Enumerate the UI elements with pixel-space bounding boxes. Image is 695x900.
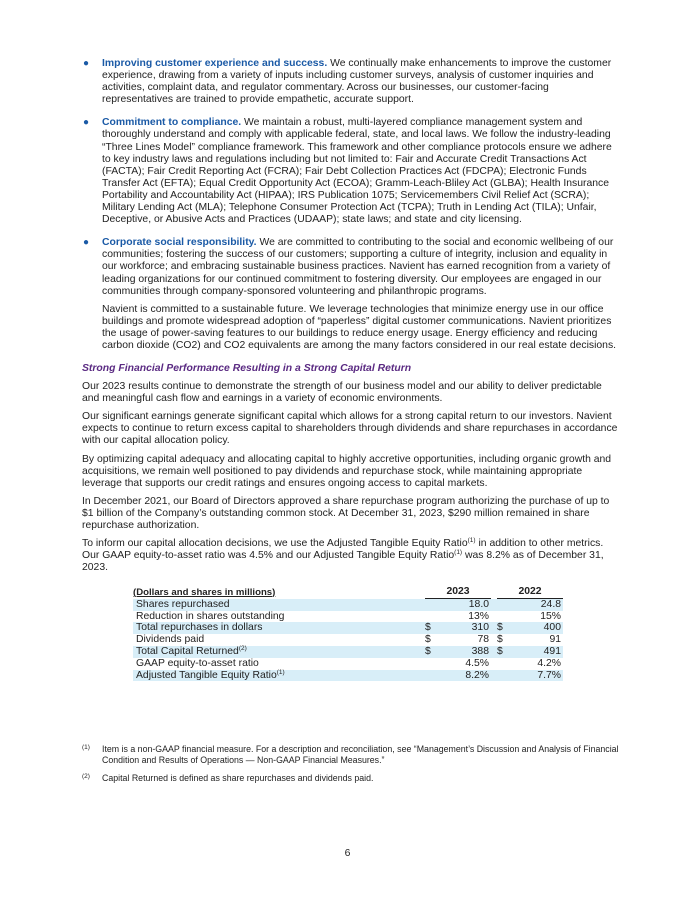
ratio-paragraph: To inform our capital allocation decisions, we use the Adjusted Tangible Equity Ratio$^{(1)}$ in addition to other metrics. Our GAAP equity-to-asset ratio was 4.5% and our Adjusted Tangible Equity Ratio$^{(1)}$ was 8.2% as of December 31, 2023. [82,537,604,574]
column-header-2023: 2023 [425,586,491,599]
value-2022: 4.2% [537,657,561,669]
value-2023: 4.5% [465,657,489,669]
value-2023: 13% [468,610,489,622]
currency-2023 [425,599,441,611]
table-row [133,658,563,670]
value-2022: 7.7% [513,670,563,682]
row-label: Dividends paid [136,634,205,646]
value-2023: 310 [441,622,491,634]
capital-return-table [133,586,563,681]
value-2023: 78 [477,634,489,646]
table-row [133,622,563,634]
footnote-ref: (1) [467,537,476,545]
footnote-2 [82,773,622,784]
bullet-text: We continually make enhancements to improve the customer experience, drawing from a variety of inputs including customer surveys, analysis of customer inquiries and activities, complaint data, and regulator commentary. Across our businesses, our customer-facing representatives are trained to provide empathetic, accurate support. [102,58,612,106]
bullet-heading: Commitment to compliance. [102,117,242,129]
row-label: Adjusted Tangible Equity Ratio$^{(1)}$ [133,670,425,682]
value-2022: 91 [549,634,561,646]
footnote-ref: (1) [454,549,463,557]
row-label: Total Capital Returned$^{(2)}$ [133,646,425,658]
currency-2022 [497,611,513,623]
footnote-ref: (2) [238,644,247,652]
currency-2023 [425,670,441,682]
currency-2023 [425,611,441,623]
section-title: Strong Financial Performance Resulting in a Strong Capital Return [82,363,412,374]
row-label: GAAP equity-to-asset ratio [136,657,259,669]
bullet-heading: Corporate social responsibility. [102,237,257,249]
column-header-2022: 2022 [497,586,563,599]
bullet-heading: Improving customer experience and success. [102,58,328,69]
paragraph: Our 2023 results continue to demonstrate the strength of our business model and our ability to deliver predictable and meaningful cash flow and earnings in a variety of economic environments. [82,381,602,405]
value-2023: 388 [441,646,491,658]
bullet-icon: ● [83,117,90,129]
currency-2023: $ [425,622,441,634]
currency-2022 [497,599,513,611]
value-2022: 24.8 [513,599,563,611]
currency-2023 [425,658,441,670]
table-row [133,634,563,646]
bullet-extra-paragraph: Navient is committed to a sustainable future. We leverage technologies that minimize energy use in our office buildings and promote widespread adoption of “paperless” digital customer communications. Navient prioritizes the usage of power-saving features to our buildings to reduce energy usage. Energy efficiency and reducing carbon dioxide (CO2) and CO2 equivalents are among the many factors considered in our real estate decisions. [102,303,617,351]
footnote-text: Capital Returned is defined as share repurchases and dividends paid. [102,773,374,783]
footnote-text: Item is a non-GAAP financial measure. For a description and reconciliation, see “Management’s Discussion and Analysis of Financial Condition and Results of Operations — Non-GAAP Financial Measures.” [102,744,619,765]
currency-2022 [497,670,513,682]
list-item-csr [82,237,622,352]
row-label: Reduction in shares outstanding [136,610,285,622]
value-2022: 400 [513,622,563,634]
table-row [133,611,563,623]
footnote-ref: (1) [276,668,285,676]
bullet-text: We maintain a robust, multi-layered compliance management system and thoroughly understand and comply with applicable federal, state, and local laws. We follow the industry-leading “Three Lines Model” compliance framework. This framework and other compliance protocols ensure we adhere to key industry laws and regulations including but not limited to: Fair and Accurate Credit Transactions Act (FACTA); Fair Credit Reporting Act (FCRA); Fair Debt Collection Practices Act (FDCPA); Electronic Funds Transfer Act (EFTA); Equal Credit Opportunity Act (ECOA); Gramm-Leach-Bliley Act (GLBA); Health Insurance Portability and Accountability Act (HIPAA); IRS Publication 1075; Servicemembers Civil Relief Act (SCRA); Military Lending Act (MLA); Telephone Consumer Protection Act (TCPA); Truth in Lending Act (TILA); Unfair, Deceptive, or Abusive Acts and Practices (UDAAP); state laws; and state and city licensing. [102,117,612,226]
footnotes [82,744,622,791]
table-header-row [133,586,563,599]
currency-2023: $ [425,634,431,646]
page-number: 6 [344,848,351,859]
paragraph: In December 2021, our Board of Directors approved a share repurchase program authorizing the purchase of up to $1 billion of the Company’s outstanding common stock. At December 31, 2023, $290 million remained in share repurchase authorization. [82,495,610,532]
table-row [133,646,563,658]
paragraph: By optimizing capital adequacy and allocating capital to highly accretive opportunities, including organic growth and acquisitions, we remain well positioned to pay dividends and repurchase stock, while maintaining appropriate leverage that supports our credit ratings and ensures ongoing access to capital markets. [82,453,612,489]
table-header-label: (Dollars and shares in millions) [133,586,276,598]
currency-2023: $ [425,646,441,658]
value-2022: 15% [540,610,561,622]
paragraph: Our significant earnings generate significant capital which allows for a strong capital return to our investors. Navient expects to continue to return excess capital to shareholders through dividends and share repurchases in accordance with our capital allocation policy. [82,411,618,447]
bullet-icon: ● [83,237,90,249]
currency-2022 [497,658,513,670]
capital-return-section [82,363,622,580]
highlights-list [82,58,622,363]
table-row [133,599,563,611]
currency-2022: $ [497,634,503,646]
footnote-marker: (2) [82,773,90,780]
row-label: Shares repurchased [133,599,425,611]
list-item-customer-experience [82,58,622,106]
bullet-text: We are committed to contributing to the social and economic wellbeing of our communities; fostering the success of our customers; supporting a culture of integrity, inclusion and equality in our workforce; and embracing sustainable business practices. Navient has earned recognition from a variety of leading organizations for our continued commitment to fostering diversity. Our employees are engaged in our communities through company-sponsored volunteering and philanthropic programs. [102,237,614,297]
footnote-marker: (1) [82,744,90,751]
table-row [133,670,563,682]
value-2023: 8.2% [441,670,491,682]
currency-2022: $ [497,622,513,634]
bullet-icon: ● [83,58,90,69]
list-item-compliance [82,117,622,226]
row-label: Total repurchases in dollars [133,622,425,634]
footnote-1 [82,744,622,766]
value-2022: 491 [513,646,563,658]
value-2023: 18.0 [441,599,491,611]
currency-2022: $ [497,646,513,658]
